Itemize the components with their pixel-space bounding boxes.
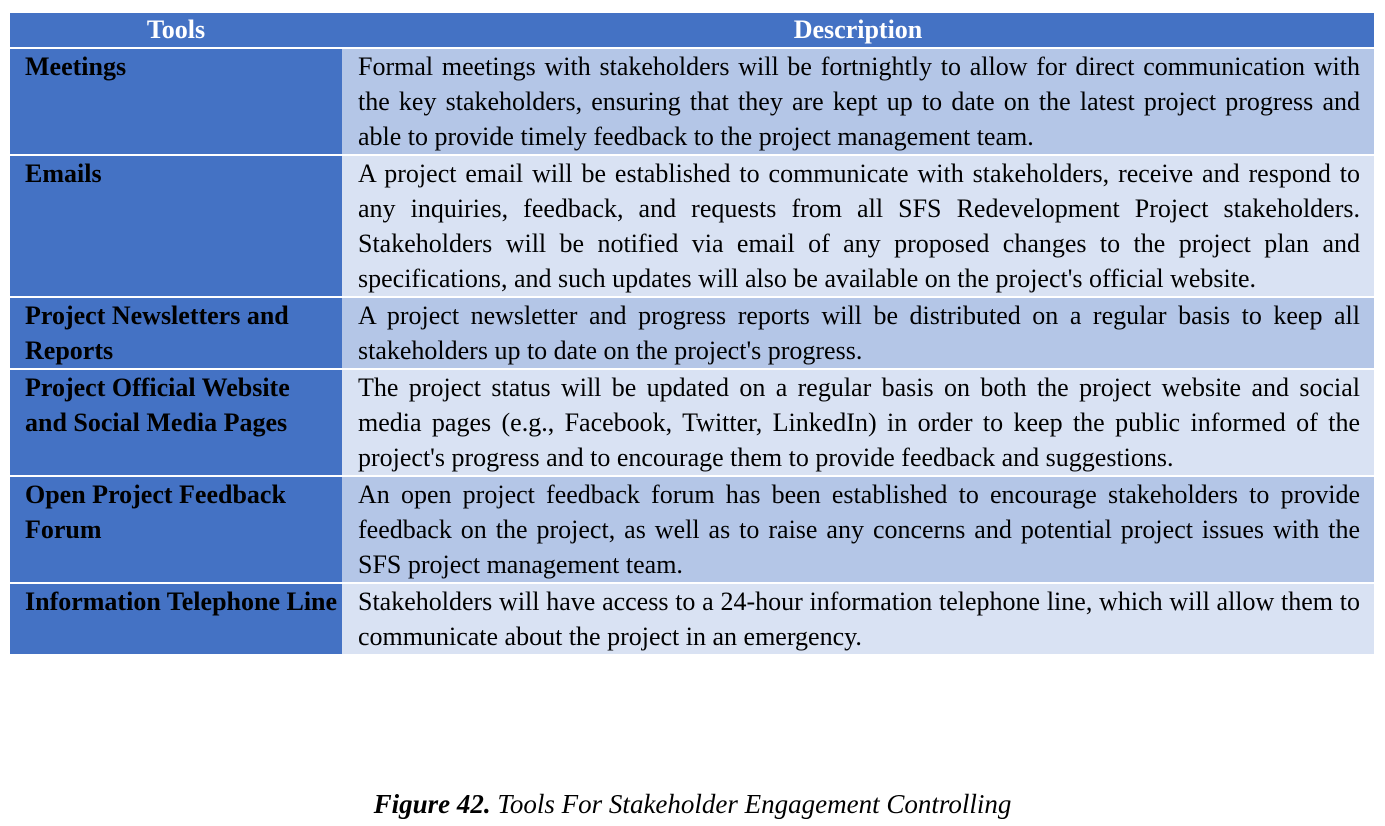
tool-name: Information Telephone Line <box>10 583 342 654</box>
tool-description: A project email will be established to communicate with stakeholders, receive and respond to any inquiries, feedback, and requests from all SFS Redevelopment Project stakeholders. Stakeholders will be notified via email of any proposed changes to the project plan and specifications, and such updates will also be available on the project's official website. <box>342 155 1374 297</box>
table-row <box>10 297 1374 369</box>
figure-caption <box>0 787 1385 821</box>
tools-table <box>10 13 1374 654</box>
tool-name: Project Official Website and Social Media Pages <box>10 369 342 476</box>
tool-description: A project newsletter and progress reports will be distributed on a regular basis to keep all stakeholders up to date on the project's progress. <box>342 297 1374 369</box>
table-row <box>10 583 1374 654</box>
tool-name: Open Project Feedback Forum <box>10 476 342 583</box>
tool-name: Emails <box>10 155 342 297</box>
tool-description: The project status will be updated on a regular basis on both the project website and social media pages (e.g., Facebook, Twitter, LinkedIn) in order to keep the public informed of the project's progress and to encourage them to provide feedback and suggestions. <box>342 369 1374 476</box>
header-tools: Tools <box>10 13 342 48</box>
table-row <box>10 48 1374 155</box>
table-row <box>10 155 1374 297</box>
tool-description: Formal meetings with stakeholders will be fortnightly to allow for direct communication with the key stakeholders, ensuring that they are kept up to date on the latest project progress and able to provide timely feedback to the project management team. <box>342 48 1374 155</box>
figure-title: Tools For Stakeholder Engagement Controlling <box>497 789 1012 819</box>
tool-name: Project Newsletters and Reports <box>10 297 342 369</box>
header-description: Description <box>342 13 1374 48</box>
tool-name: Meetings <box>10 48 342 155</box>
table-row <box>10 369 1374 476</box>
table-header-row <box>10 13 1374 48</box>
table-row <box>10 476 1374 583</box>
tool-description: An open project feedback forum has been established to encourage stakeholders to provide feedback on the project, as well as to raise any concerns and potential project issues with the SFS project management team. <box>342 476 1374 583</box>
figure-label: Figure 42. <box>373 789 491 819</box>
tool-description: Stakeholders will have access to a 24-hour information telephone line, which will allow them to communicate about the project in an emergency. <box>342 583 1374 654</box>
